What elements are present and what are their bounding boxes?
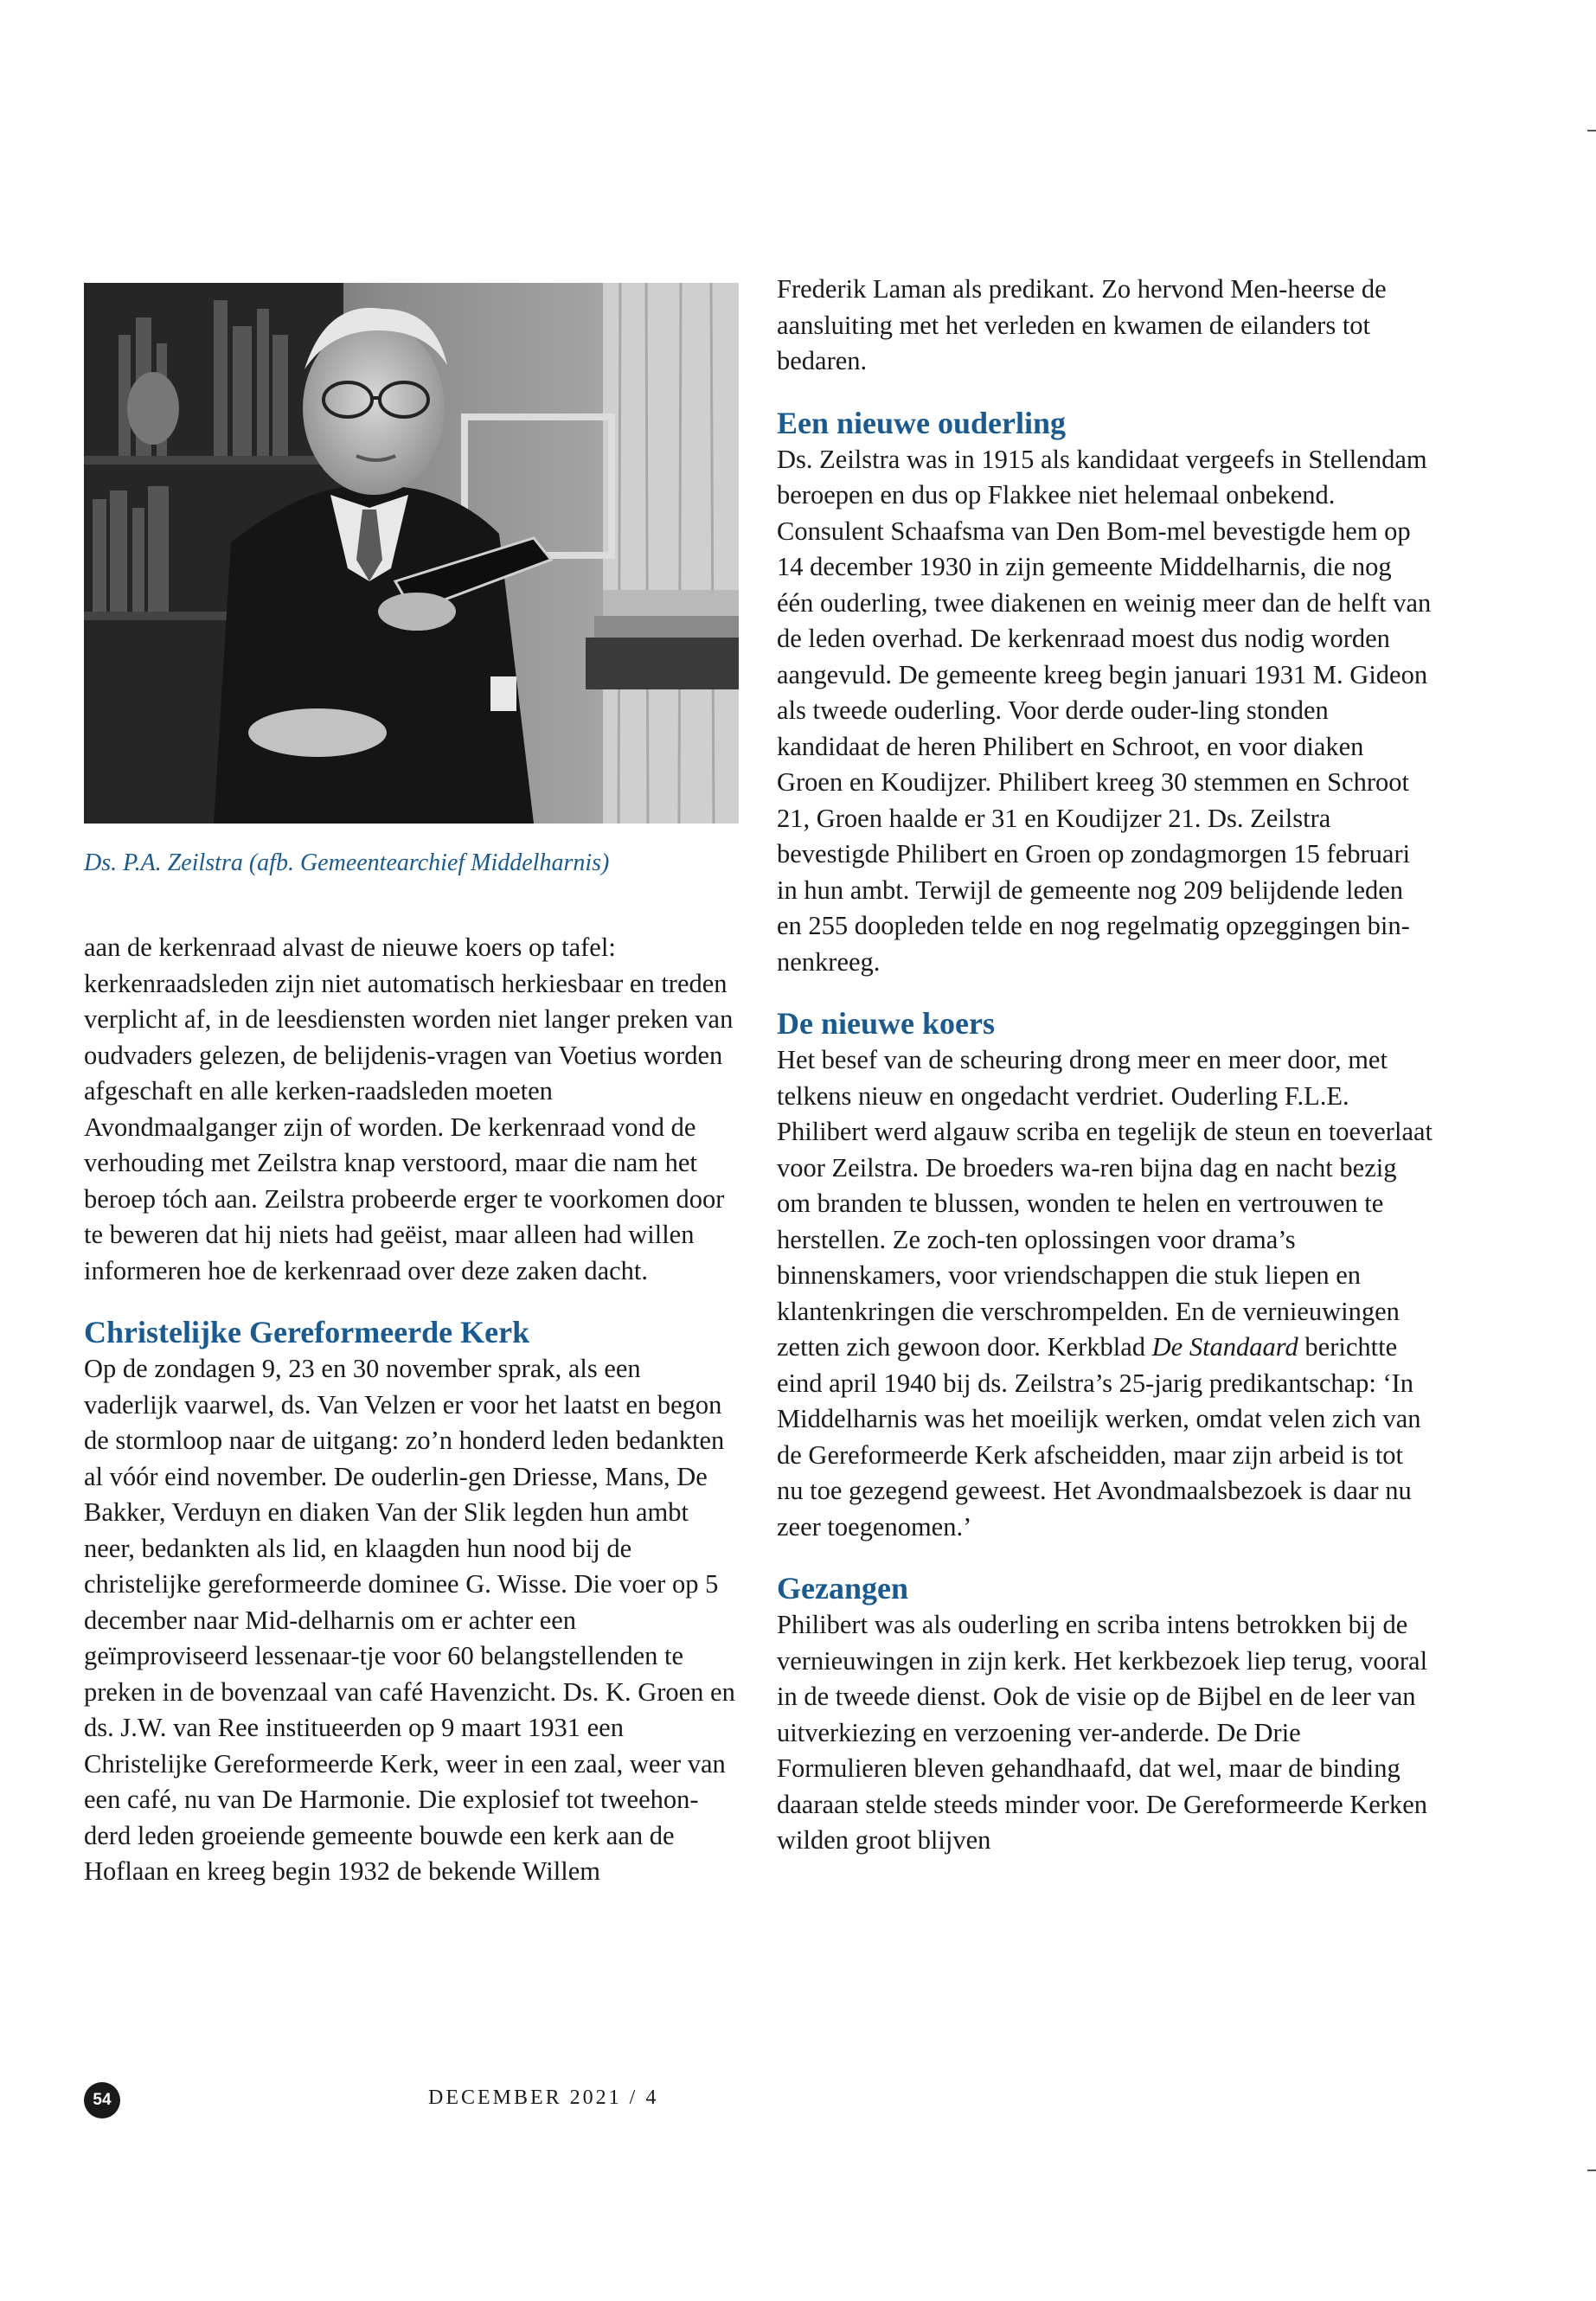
crop-mark bbox=[1587, 130, 1596, 131]
body-text: Het besef van de scheuring drong meer en meer door, met telkens nieuw en ongedacht verdriet. Ouderling F.L.E. Philibert werd algauw scriba en tegelijk de steun en toeverlaat voor Zeilstra. De broeders wa-ren bijna dag en nacht bezig om branden te blussen, wonden te helen en vertrouwen te herstellen. Ze zoch-ten oplossingen voor drama’s binnenskamers, voor vriendschappen die stuk liepen en klantenkringen die verschrompelden. En de vernieuwingen zetten zich gewoon door. Kerkblad bbox=[777, 1045, 1433, 1362]
section-heading: De nieuwe koers bbox=[777, 1006, 995, 1041]
body-paragraph: Frederik Laman als predikant. Zo hervond Men-heerse de aansluiting met het verleden en kwamen de eilanders tot bedaren. bbox=[777, 274, 1387, 375]
body-text: berichtte eind april 1940 bij ds. Zeilstra’s 25-jarig predikantschap: ‘In Middelharnis was het moeilijk werken, omdat velen zich van de Gereformeerde Kerk afscheidden, maar zijn arbeid is tot nu toe gezegend geweest. Het Avondmaalsbezoek is daar nu zeer toegenomen.’ bbox=[777, 1332, 1421, 1541]
body-paragraph: Ds. Zeilstra was in 1915 als kandidaat vergeefs in Stellendam beroepen en dus op Flakkee niet helemaal onbekend. Consulent Schaafsma van Den Bom-mel bevestigde hem op 14 december 1930 in zijn gemeente Middelharnis, die nog één ouderling, twee diakenen en weinig meer dan de helft van de leden overhad. De kerkenraad moest dus nodig worden aangevuld. De gemeente kreeg begin januari 1931 M. Gideon als tweede ouderling. Voor derde ouder-ling stonden kandidaat de heren Philibert en Schroot, en voor diaken Groen en Koudijzer. Philibert kreeg 30 stemmen en Schroot 21, Groen haalde er 31 en Koudijzer 21. Ds. Zeilstra bevestigde Philibert en Groen op zondagmorgen 15 februari in hun ambt. Terwijl de gemeente nog 209 belijdende leden en 255 doopleden telde en nog regelmatig opzeggingen bin-nenkreeg. bbox=[777, 444, 1432, 977]
body-paragraph bbox=[777, 1042, 1433, 1545]
page-number: 54 bbox=[84, 2082, 120, 2118]
section-heading: Christelijke Gereformeerde Kerk bbox=[84, 1315, 530, 1349]
body-paragraph: aan de kerkenraad alvast de nieuwe koers op tafel: kerkenraadsleden zijn niet automatisch herkiesbaar en treden verplicht af, in de leesdiensten worden niet langer preken van oudvaders gelezen, de belijdenis-vragen van Voetius worden afgeschaft en alle kerken-raadsleden moeten Avondmaalganger zijn of worden. De kerkenraad vond de verhouding met Zeilstra knap verstoord, maar die nam het beroep tóch aan. Zeilstra probeerde erger te voorkomen door te beweren dat hij niets had geëist, maar alleen had willen informeren hoe de kerkenraad over deze zaken dacht. bbox=[84, 933, 734, 1285]
body-paragraph: Op de zondagen 9, 23 en 30 november sprak, als een vaderlijk vaarwel, ds. Van Velzen er voor het laatst en begon de stormloop naar de uitgang: zo’n honderd leden bedankten al vóór eind november. De ouderlin-gen Driesse, Mans, De Bakker, Verduyn en diaken Van der Slik legden hun ambt neer, bedankten als lid, en klaagden hun nood bij de christelijke gereformeerde dominee G. Wisse. Die voer op 5 december naar Mid-delharnis om er achter een geïmproviseerd lessenaar-tje voor 60 belangstellenden te preken in de bovenzaal van café Havenzicht. Ds. K. Groen en ds. J.W. van Ree institueerden op 9 maart 1931 een Christelijke Gereformeerde Kerk, weer in een zaal, weer van een café, nu van De Harmonie. Die explosief tot tweehon-derd leden groeiende gemeente bouwde een kerk aan de Hoflaan en kreeg begin 1932 de bekende Willem bbox=[84, 1354, 735, 1886]
portrait-illustration bbox=[84, 283, 739, 824]
publication-title: De Standaard bbox=[1151, 1332, 1298, 1362]
photo-caption: Ds. P.A. Zeilstra (afb. Gemeentearchief Middelharnis) bbox=[84, 849, 610, 876]
section-heading: Een nieuwe ouderling bbox=[777, 405, 1067, 440]
left-body bbox=[84, 930, 740, 1890]
crop-mark bbox=[1587, 2170, 1596, 2171]
issue-footer: DECEMBER 2021 / 4 bbox=[428, 2086, 659, 2109]
body-paragraph: Philibert was als ouderling en scriba intens betrokken bij de vernieuwingen in zijn kerk. Het kerkbezoek liep terug, vooral in de tweede dienst. Ook de visie op de Bijbel en de leer van uitverkiezing en verzoening ver-anderde. De Drie Formulieren bleven gehandhaafd, dat wel, maar de binding daaraan stelde steeds minder voor. De Gereformeerde Kerken wilden groot blijven bbox=[777, 1610, 1428, 1855]
portrait-photo bbox=[84, 283, 739, 824]
left-column bbox=[84, 283, 740, 1890]
section-heading: Gezangen bbox=[777, 1571, 908, 1606]
right-column bbox=[777, 272, 1433, 1859]
